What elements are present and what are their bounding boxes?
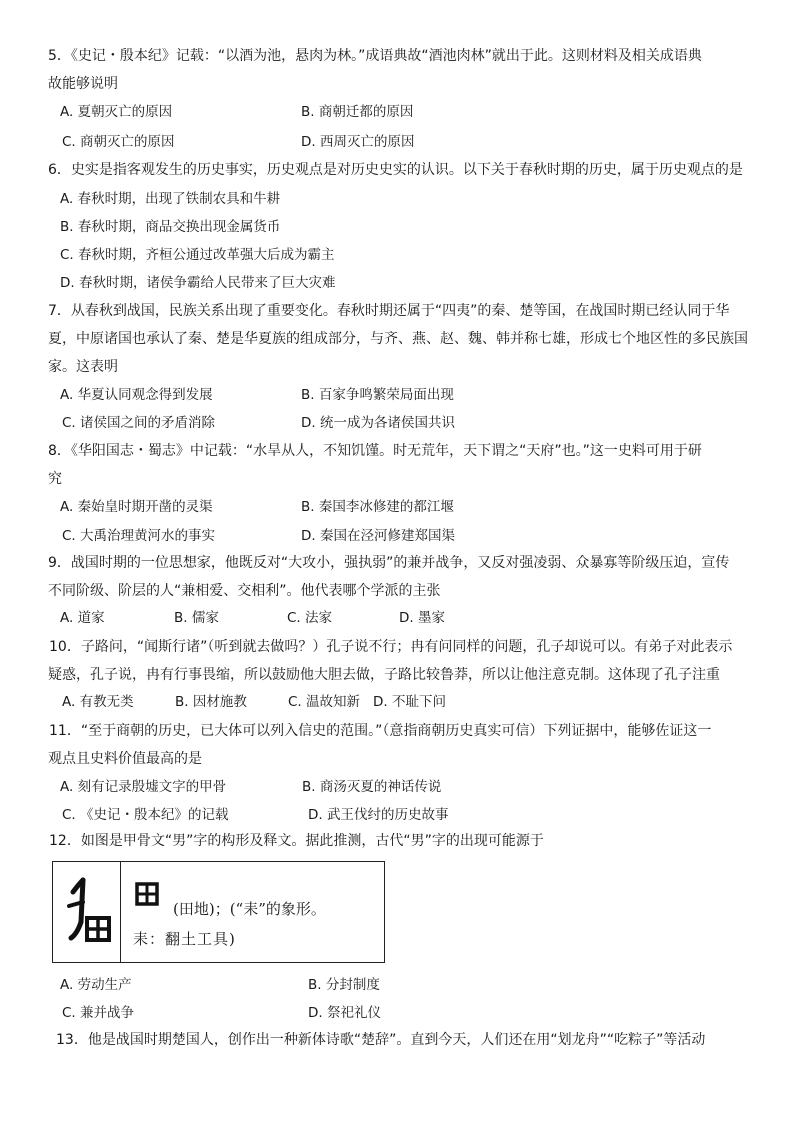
q9-option-d: D. 墨家 — [399, 610, 445, 626]
q5-option-c: C. 商朝灭亡的原因 — [62, 134, 175, 150]
q11-option-d: D. 武王伐纣的历史故事 — [308, 807, 449, 823]
q11-option-a: A. 刻有记录殷墟文字的甲骨 — [60, 779, 227, 795]
q6-option-a: A. 春秋时期，出现了铁制农具和牛耕 — [60, 191, 281, 207]
q12-option-c: C. 兼并战争 — [62, 1005, 135, 1021]
q5-option-a: A. 夏朝灭亡的原因 — [60, 104, 173, 120]
q8-option-a: A. 秦始皇时期开凿的灵渠 — [60, 499, 213, 515]
q10-option-c: C. 温故知新 — [288, 694, 361, 710]
q10-stem-line2: 疑惑，孔子说，冉有行事畏缩，所以鼓励他大胆去做，子路比较鲁莽，所以让他注意克制。这体现了孔子注重 — [48, 667, 720, 683]
q12-stem-line1: 12．如图是甲骨文“男”字的构形及释文。据此推测，古代“男”字的出现可能源于 — [49, 833, 544, 849]
q8-option-b: B. 秦国李冰修建的都江堰 — [301, 499, 454, 515]
q8-stem-line2: 究 — [48, 471, 62, 487]
figure-caption-line2: 耒：翻土工具) — [133, 930, 236, 948]
q7-option-b: B. 百家争鸣繁荣局面出现 — [301, 387, 454, 403]
q10-option-b: B. 因材施教 — [175, 694, 247, 710]
q7-stem-line3: 家。这表明 — [48, 359, 118, 375]
oracle-bone-nan-glyph — [53, 862, 121, 962]
q7-option-a: A. 华夏认同观念得到发展 — [60, 387, 213, 403]
q9-option-b: B. 儒家 — [174, 610, 219, 626]
q5-option-d: D. 西周灭亡的原因 — [301, 134, 415, 150]
q7-option-d: D. 统一成为各诸侯国共识 — [301, 415, 455, 431]
q9-option-a: A. 道家 — [60, 610, 105, 626]
q10-option-a: A. 有教无类 — [62, 694, 134, 710]
q13-stem-line1: 13．他是战国时期楚国人，创作出一种新体诗歌“楚辞”。直到今天，人们还在用“划龙舟”“吃粽子”等活动 — [56, 1032, 706, 1048]
q11-stem-line1: 11．“至于商朝的历史，已大体可以列入信史的范围。”（意指商朝历史真实可信）下列证据中，能够佐证这一 — [49, 723, 712, 739]
q5-stem-line1: 5．《史记・殷本纪》记载：“以酒为池，悬肉为林。”成语典故“酒池肉林”就出于此。这则材料及相关成语典 — [48, 48, 702, 64]
q6-option-d: D. 春秋时期，诸侯争霸给人民带来了巨大灾难 — [60, 275, 336, 291]
q7-option-c: C. 诸侯国之间的矛盾消除 — [62, 415, 216, 431]
q8-option-d: D. 秦国在泾河修建郑国渠 — [301, 528, 455, 544]
q12-option-a: A. 劳动生产 — [60, 977, 132, 993]
q7-stem-line1: 7．从春秋到战国，民族关系出现了重要变化。春秋时期还属于“四夷”的秦、楚等国，在战国时期已经认同于华 — [48, 303, 730, 319]
oracle-bone-explanation — [121, 862, 384, 962]
figure-caption-line1: (田地)；(“耒”的象形。 — [173, 900, 326, 918]
q6-option-c: C. 春秋时期，齐桓公通过改革强大后成为霸主 — [60, 247, 335, 263]
q11-stem-line2: 观点且史料价值最高的是 — [48, 751, 202, 767]
q8-stem-line1: 8．《华阳国志・蜀志》中记载：“水旱从人，不知饥馑。时无荒年，天下谓之“天府”也。”这一史料可用于研 — [48, 443, 702, 459]
q9-stem-line1: 9．战国时期的一位思想家，他既反对“大攻小，强执弱”的兼并战争，又反对强凌弱、众暴寡等阶级压迫，宣传 — [48, 555, 730, 571]
q6-stem-line1: 6．史实是指客观发生的历史事实，历史观点是对历史史实的认识。以下关于春秋时期的历史，属于历史观点的是 — [48, 162, 743, 178]
q11-option-c: C. 《史记・殷本纪》的记载 — [62, 807, 229, 823]
q6-option-b: B. 春秋时期，商品交换出现金属货币 — [60, 219, 281, 235]
q11-option-b: B. 商汤灭夏的神话传说 — [302, 779, 442, 795]
q12-option-d: D. 祭祀礼仪 — [308, 1005, 381, 1021]
q5-option-b: B. 商朝迁都的原因 — [301, 104, 414, 120]
q9-stem-line2: 不同阶级、阶层的人“兼相爱、交相利”。他代表哪个学派的主张 — [48, 583, 441, 599]
q10-option-d: D. 不耻下问 — [373, 694, 446, 710]
oracle-bone-figure — [52, 861, 385, 963]
tian-glyph-icon — [135, 882, 159, 906]
q5-stem-line2: 故能够说明 — [48, 76, 118, 92]
q7-stem-line2: 夏，中原诸国也承认了秦、楚是华夏族的组成部分，与齐、燕、赵、魏、韩并称七雄，形成七个地区性的多民族国 — [48, 331, 748, 347]
q10-stem-line1: 10．子路问，“闻斯行诸”（听到就去做吗？）孔子说不行；冉有问同样的问题，孔子却说可以。有弟子对此表示 — [49, 639, 733, 655]
q8-option-c: C. 大禹治理黄河水的事实 — [62, 528, 216, 544]
q9-option-c: C. 法家 — [287, 610, 333, 626]
q12-option-b: B. 分封制度 — [308, 977, 380, 993]
